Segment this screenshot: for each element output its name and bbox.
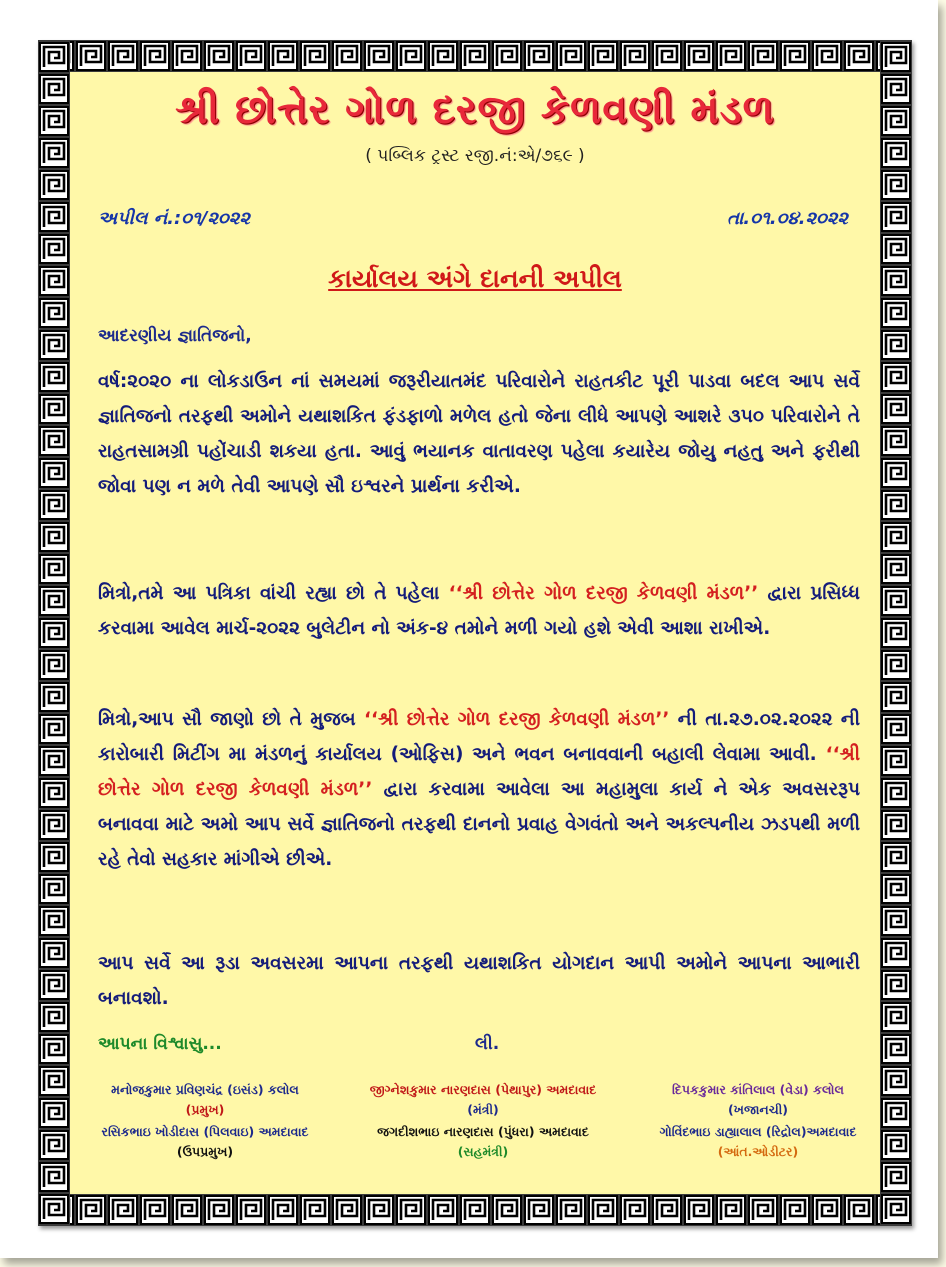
signatory-vice-president — [80, 1122, 330, 1162]
signatory-treasurer — [640, 1080, 876, 1120]
signatory-name: દિપકકુમાર કાંતિલાલ (વેડા) કલોલ — [672, 1082, 844, 1097]
signatory-secretary — [338, 1080, 628, 1120]
organization-name-quote: ‘‘શ્રી છોત્તેર ગોળ દરજી કેળવણી મંડળ’’ — [439, 583, 768, 604]
salutation: આદરણીય જ્ઞાતિજનો, — [98, 326, 252, 346]
signatory-role: (સહમંત્રી) — [457, 1144, 509, 1159]
organization-name-quote: ‘‘શ્રી છોત્તેર ગોળ દરજી કેળવણી મંડળ’’ — [355, 709, 678, 730]
signatory-role: (ખજાનચી) — [727, 1102, 789, 1117]
signatory-joint-secretary — [338, 1122, 628, 1162]
li-marker: લી. — [475, 1034, 500, 1054]
signatory-role: (પ્રમુખ) — [185, 1102, 225, 1117]
organization-name-quote: ‘‘શ્રી છોત્તેર ગોળ દરજી કેળવણી મંડળ’’ — [98, 744, 860, 800]
paragraph-4: આપ સર્વે આ રૂડા અવસરમા આપના તરફથી યથાશકિત યોગદાન આપી અમોને આપના આભારી બનાવશો. — [98, 953, 860, 1009]
signatory-role: (મંત્રી) — [467, 1102, 499, 1117]
paragraph-3-text-end: દ્વારા કરવામા આવેલા આ મહામુલા કાર્ય ને એક અવસરરૂપ બનાવવા માટે અમો આપ સર્વે જ્ઞાતિજનો તરફથી દાનનો પ્રવાહ વેગવંતો અને અકલ્પનીય ઝડપથી મળી રહે તેવો સહકાર માંગીએ છીએ. — [98, 779, 860, 870]
paragraph-3-text-cont: ની તા.૨૭.૦૨.૨૦૨૨ ની કારોબારી મિટીંગ મા મંડળનું કાર્યાલય (ઓફિસ) અને ભવન બનાવવાની બહાલી લેવામા આવી. — [98, 709, 860, 765]
appeal-heading: કાર્યાલય અંગે દાનની અપીલ — [328, 264, 622, 293]
signatory-name: જીગ્નેશકુમાર નારણદાસ (પેથાપુર) અમદાવાદ — [369, 1082, 597, 1097]
paragraph-3-text: મિત્રો,આપ સૌ જાણો છો તે મુજબ — [98, 709, 356, 730]
greek-key-border-left — [38, 40, 70, 1226]
organization-title: શ્રી છોત્તેર ગોળ દરજી કેળવણી મંડળ — [175, 87, 775, 133]
signatory-internal-auditor — [640, 1122, 876, 1162]
signatory-name: ગોવિંદભાઇ ડાહ્યાલાલ (રિદ્રોલ)અમદાવાદ — [659, 1124, 857, 1139]
paragraph-3 — [98, 702, 860, 877]
signatory-role: (આંત.ઓડીટર) — [717, 1144, 799, 1159]
greek-key-border-right — [880, 40, 912, 1226]
greek-key-border-top — [38, 40, 912, 72]
letter-content — [70, 72, 880, 1192]
paragraph-2-text: મિત્રો,તમે આ પત્રિકા વાંચી રહ્યા છો તે પહેલા — [98, 583, 440, 604]
signatory-name: જગદીશભાઇ નારણદાસ (પુંધરા) અમદાવાદ — [377, 1124, 589, 1139]
trust-registration: ( પબ્લિક ટ્રસ્ટ રજી.નં:એ/૭૬૯ ) — [365, 146, 585, 166]
signoff: આપના વિશ્વાસુ... — [98, 1034, 222, 1054]
signatory-name: મનોજકુમાર પ્રવિણચંદ્ર (ઇસંડ) કલોલ — [111, 1082, 299, 1097]
signatory-role: (ઉપપ્રમુખ) — [176, 1144, 234, 1159]
paragraph-2 — [98, 576, 860, 646]
appeal-number: અપીલ નં.:૦૧/૨૦૨૨ — [98, 208, 250, 229]
appeal-date: તા.૦૧.૦૪.૨૦૨૨ — [726, 208, 848, 229]
paragraph-2-text-cont: દ્વારા પ્રસિધ્ધ કરવામા આવેલ માર્ચ-૨૦૨૨ બુલેટીન નો અંક-૪ તમોને મળી ગયો હશે એવી આશા રાખીએ. — [98, 583, 860, 639]
paragraph-1: વર્ષ:૨૦૨૦ ના લોકડાઉન નાં સમયમાં જરૂરીયાતમંદ પરિવારોને રાહતકીટ પૂરી પાડવા બદલ આપ સર્વે જ્ઞાતિજનો તરફથી અમોને યથાશકિત ફંડફાળો મળેલ હતો જેના લીધે આપણે આશરે ૩૫૦ પરિવારોને તે રાહતસામગ્રી પહોંચાડી શકયા હતા. આવું ભયાનક વાતાવરણ પહેલા કયારેય જોયુ નહતુ અને ફરીથી જોવા પણ ન મળે તેવી આપણે સૌ ઇશ્વરને પ્રાર્થના કરીએ. — [98, 371, 860, 497]
signatory-name: રસિકભાઇ ખોડીદાસ (પિલવાઇ) અમદાવાદ — [101, 1124, 309, 1139]
greek-key-border-bottom — [38, 1194, 912, 1226]
signatory-president — [80, 1080, 330, 1120]
